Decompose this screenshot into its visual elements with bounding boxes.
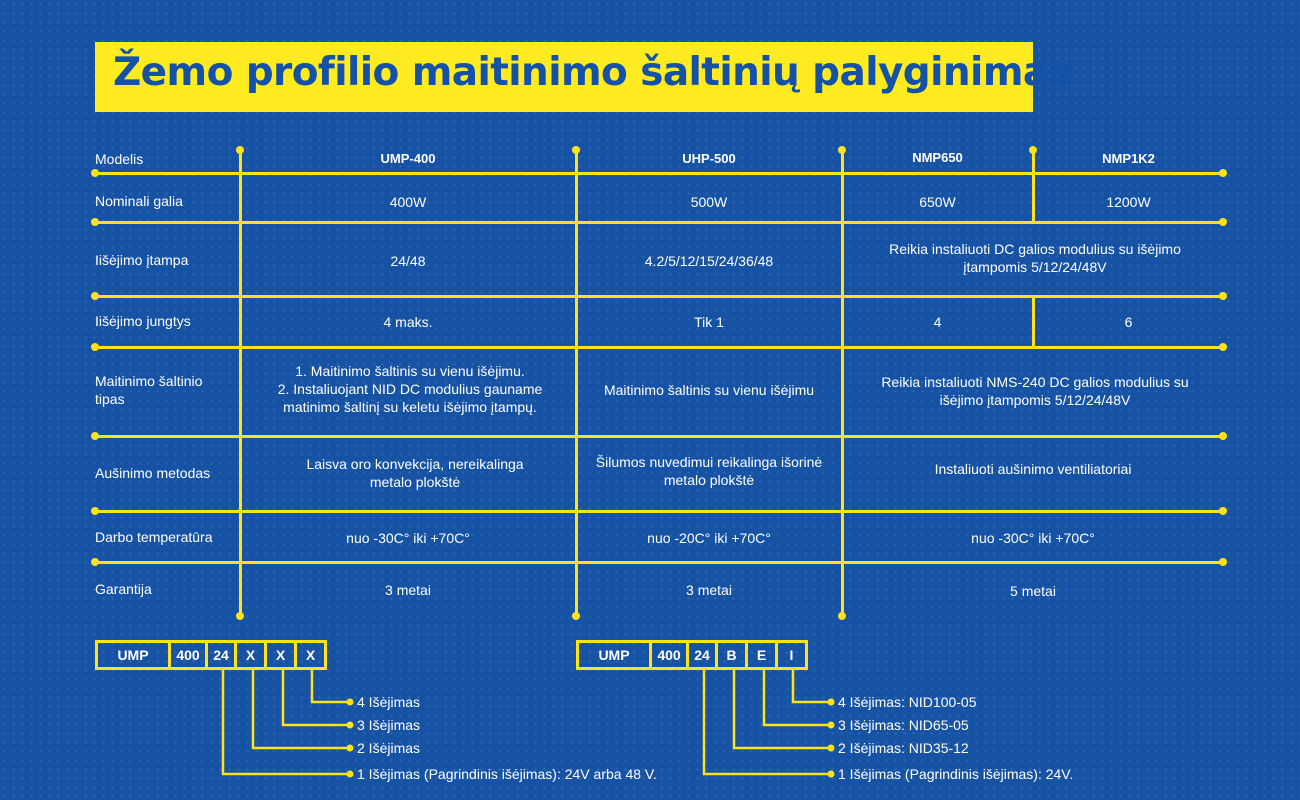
warranty-ump: 3 metai: [385, 582, 431, 598]
power-nmp1k2: 1200W: [1106, 194, 1151, 210]
connectors-uhp: Tik 1: [694, 314, 724, 330]
code-segment: 24: [208, 643, 237, 667]
cooling-uhp: Šilumos nuvedimui reikalinga išorinė metalo plokštė: [595, 454, 823, 488]
model-nmp1k2-header: NMP1K2: [1102, 151, 1155, 166]
legend-right-output-4: 4 Išėjimas: NID100-05: [838, 694, 977, 710]
supply-type-uhp: Maitinimo šaltinis su vienu išėjimu: [603, 382, 815, 398]
code-segment: UMP: [98, 643, 171, 667]
legend-left-output-3: 3 Išėjimas: [357, 717, 421, 733]
cooling-nmp: Instaliuoti aušinimo ventiliatoriai: [934, 461, 1132, 477]
supply-type-ump-line1: 1. Maitinimo šaltinis su vienu išėjimu.: [295, 363, 525, 379]
warranty-nmp: 5 metai: [1010, 583, 1056, 599]
cooling-ump: Laisva oro konvekcija, nereikalinga metalo plokštė: [306, 456, 524, 490]
legend-left-output-2: 2 Išėjimas: [357, 740, 421, 756]
page-title: Žemo profilio maitinimo šaltinių palyginimas: [113, 50, 1072, 95]
connectors-nmp1k2: 6: [1124, 314, 1133, 330]
row-label-voltage: Iišėjimo įtampa: [95, 252, 189, 268]
model-ump-header: UMP-400: [380, 151, 436, 166]
row-label-connectors: Iišėjimo jungtys: [95, 313, 191, 329]
connectors-ump: 4 maks.: [383, 314, 433, 330]
temperature-ump: nuo -30C° iki +70C°: [346, 530, 470, 546]
legend-left-output-4: 4 Išėjimas: [357, 694, 421, 710]
model-uhp-header: UHP-500: [682, 151, 736, 166]
voltage-nmp: Reikia instaliuoti DC galios modulius su išėjimo įtampomis 5/12/24/48V: [889, 241, 1181, 275]
legend-right-output-1: 1 Išėjimas (Pagrindinis išėjimas): 24V.: [838, 766, 1074, 782]
power-ump: 400W: [389, 194, 427, 210]
code-segment: 400: [171, 643, 208, 667]
code-segment: E: [748, 643, 778, 667]
code-segment: 24: [689, 643, 718, 667]
row-label-cooling: Aušinimo metodas: [95, 465, 211, 481]
code-segment: X: [267, 643, 297, 667]
code-segment: 400: [652, 643, 689, 667]
row-label-power: Nominali galia: [95, 193, 183, 209]
warranty-uhp: 3 metai: [686, 582, 732, 598]
code-segment: X: [305, 647, 316, 663]
supply-type-nmp: Reikia instaliuoti NMS-240 DC galios modulius su išėjimo įtampomis 5/12/24/48V: [881, 374, 1189, 408]
code-segment: UMP: [579, 643, 652, 667]
row-label-temperature: Darbo temperatūra: [95, 529, 213, 545]
row-label-supply-type: Maitinimo šaltinio tipas: [95, 373, 203, 407]
connectors-nmp650: 4: [933, 314, 942, 330]
legend-right-output-2: 2 Išėjimas: NID35-12: [838, 740, 969, 756]
row-label-model: Modelis: [95, 151, 144, 167]
code-segment: I: [789, 647, 794, 663]
model-nmp650-header: NMP650: [912, 150, 963, 165]
temperature-nmp: nuo -30C° iki +70C°: [971, 530, 1095, 546]
code-segment: X: [237, 643, 267, 667]
legend-left-output-1: 1 Išėjimas (Pagrindinis išėjimas): 24V arba 48 V.: [357, 766, 657, 782]
supply-type-ump-line2: 2. Instaliuojant NID DC modulius gauname matinimo šaltinį su keletu išėjimo įtampų.: [277, 381, 543, 415]
power-uhp: 500W: [690, 194, 728, 210]
temperature-uhp: nuo -20C° iki +70C°: [647, 530, 771, 546]
row-label-warranty: Garantija: [95, 581, 152, 597]
code-segment: B: [718, 643, 748, 667]
voltage-ump: 24/48: [390, 253, 426, 269]
power-nmp650: 650W: [919, 194, 956, 210]
legend-right-output-3: 3 Išėjimas: NID65-05: [838, 717, 969, 733]
voltage-uhp: 4.2/5/12/15/24/36/48: [644, 253, 774, 269]
